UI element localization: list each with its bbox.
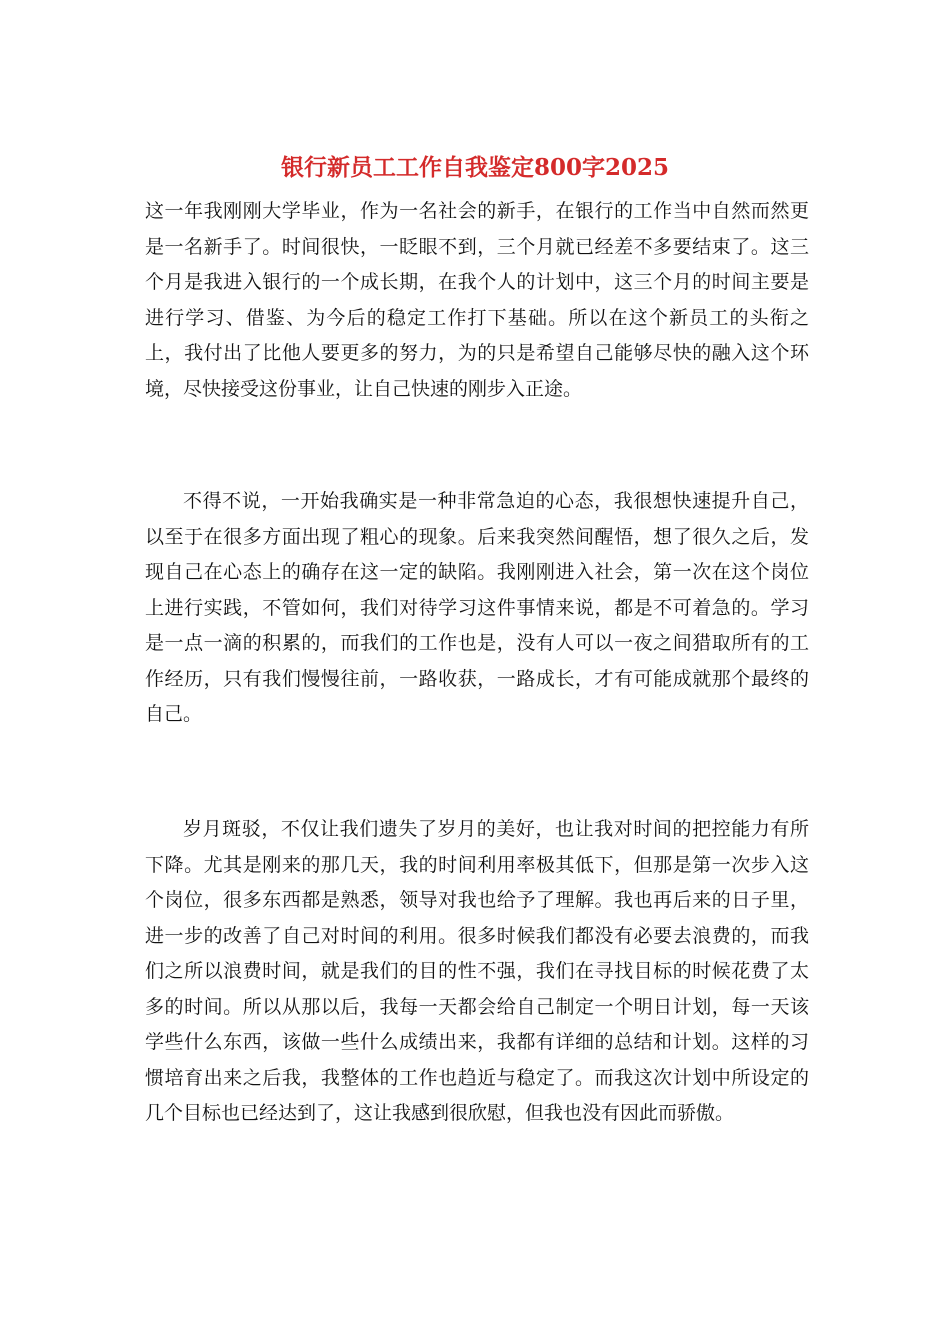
paragraph-2: 不得不说，一开始我确实是一种非常急迫的心态，我很想快速提升自己，以至于在很多方面出现了粗心的现象。后来我突然间醒悟，想了很久之后，发现自己在心态上的确存在这一定的缺陷。我刚刚进入社会，第一次在这个岗位上进行实践，不管如何，我们对待学习这件事情来说，都是不可着急的。学习是一点一滴的积累的，而我们的工作也是，没有人可以一夜之间猎取所有的工作经历，只有我们慢慢往前，一路收获，一路成长，才有可能成就那个最终的自己。 — [145, 490, 809, 725]
paragraph-3: 岁月斑驳，不仅让我们遗失了岁月的美好，也让我对时间的把控能力有所下降。尤其是刚来的那几天，我的时间利用率极其低下，但那是第一次步入这个岗位，很多东西都是熟悉，领导对我也给予了理解。我也再后来的日子里，进一步的改善了自己对时间的利用。很多时候我们都没有必要去浪费的，而我们之所以浪费时间，就是我们的目的性不强，我们在寻找目标的时候花费了太多的时间。所以从那以后，我每一天都会给自己制定一个明日计划，每一天该学些什么东西，该做一些什么成绩出来，我都有详细的总结和计划。这样的习惯培育出来之后我，我整体的工作也趋近与稳定了。而我这次计划中所设定的几个目标也已经达到了，这让我感到很欣慰，但我也没有因此而骄傲。 — [145, 818, 809, 1124]
paragraph-1: 这一年我刚刚大学毕业，作为一名社会的新手，在银行的工作当中自然而然更是一名新手了。时间很快，一眨眼不到，三个月就已经差不多要结束了。这三个月是我进入银行的一个成长期，在我个人的计划中，这三个月的时间主要是进行学习、借鉴、为今后的稳定工作打下基础。所以在这个新员工的头衔之上，我付出了比他人要更多的努力，为的只是希望自己能够尽快的融入这个环境，尽快接受这份事业，让自己快速的刚步入正途。 — [145, 200, 809, 400]
document-title: 银行新员工工作自我鉴定800字2025 — [280, 154, 670, 181]
